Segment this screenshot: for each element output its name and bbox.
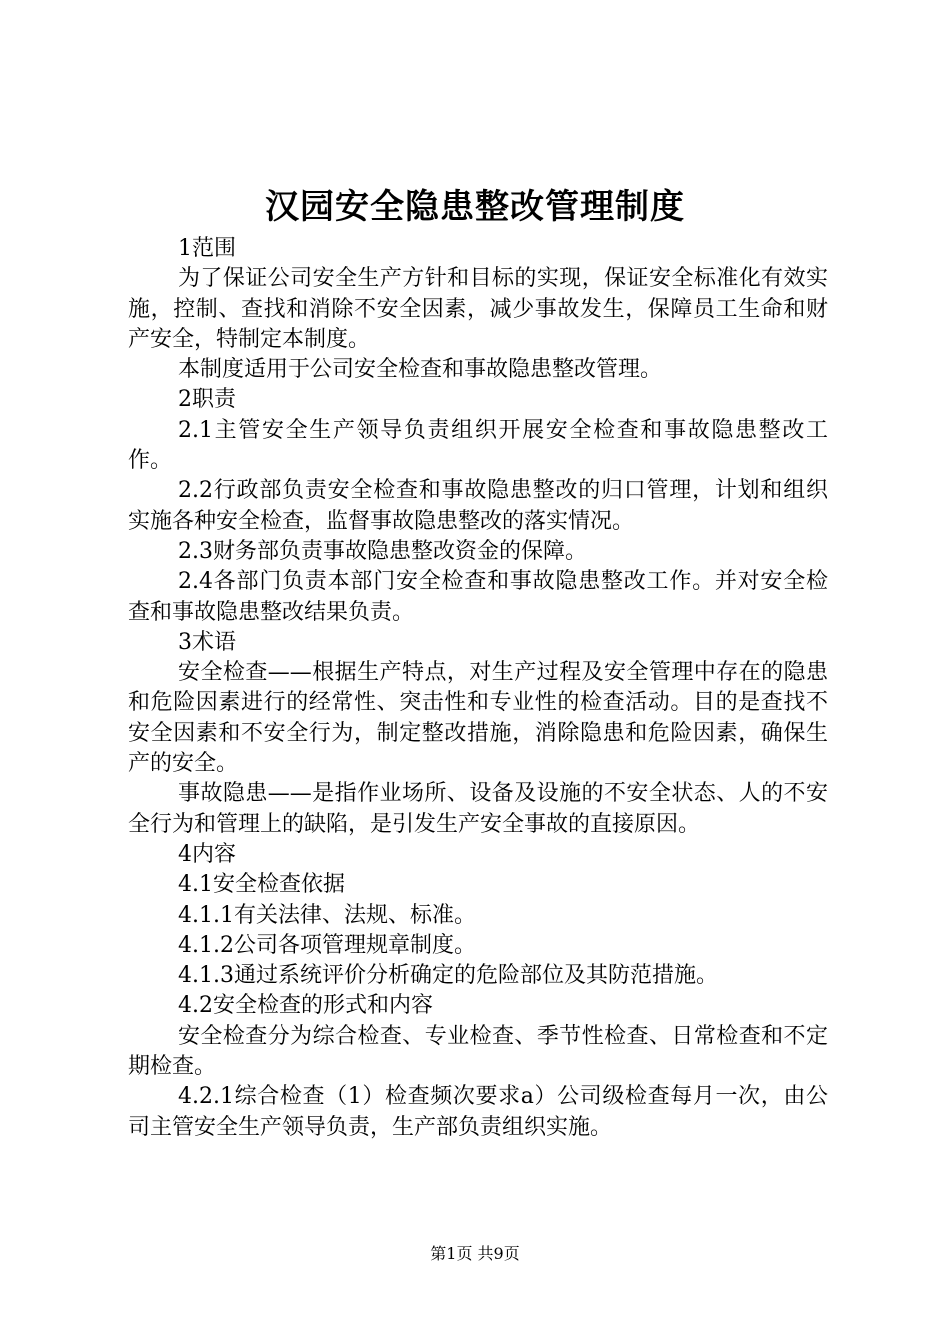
- paragraph: 4内容: [178, 841, 236, 867]
- paragraph: 2.1主管安全生产领导负责组织开展安全检查和事故隐患整改工作。: [128, 417, 828, 474]
- paragraph: 安全检查——根据生产特点，对生产过程及安全管理中存在的隐患和危险因素进行的经常性、突击性和专业性的检查活动。目的是查找不安全因素和不安全行为，制定整改措施，消除隐患和危险因素，确保生产的安全。: [128, 660, 828, 777]
- paragraph: 4.1.3通过系统评价分析确定的危险部位及其防范措施。: [178, 963, 718, 989]
- paragraph: 2.2行政部负责安全检查和事故隐患整改的归口管理，计划和组织实施各种安全检查，监督事故隐患整改的落实情况。: [128, 478, 828, 534]
- document-body: [128, 234, 828, 1143]
- paragraph: 4.2.1综合检查（1）检查频次要求a）公司级检查每月一次，由公司主管安全生产领导负责，生产部负责组织实施。: [128, 1084, 828, 1140]
- paragraph: 1范围: [178, 236, 236, 261]
- paragraph: 2职责: [178, 387, 236, 413]
- paragraph: 4.2安全检查的形式和内容: [178, 993, 433, 1019]
- paragraph: 2.3财务部负责事故隐患整改资金的保障。: [178, 538, 587, 564]
- paragraph: 4.1.1有关法律、法规、标准。: [178, 902, 476, 928]
- paragraph: 4.1.2公司各项管理规章制度。: [178, 932, 476, 958]
- paragraph: 2.4各部门负责本部门安全检查和事故隐患整改工作。并对安全检查和事故隐患整改结果负责。: [128, 569, 828, 625]
- paragraph: 安全检查分为综合检查、专业检查、季节性检查、日常检查和不定期检查。: [128, 1023, 828, 1080]
- paragraph: 4.1安全检查依据: [178, 872, 345, 898]
- page-number: 第1页 共9页: [430, 1244, 520, 1263]
- paragraph: 本制度适用于公司安全检查和事故隐患整改管理。: [178, 357, 663, 383]
- paragraph: 3术语: [178, 629, 236, 655]
- paragraph: 事故隐患——是指作业场所、设备及设施的不安全状态、人的不安全行为和管理上的缺陷，是引发生产安全事故的直接原因。: [128, 781, 828, 837]
- document-title: 汉园安全隐患整改管理制度: [265, 187, 685, 227]
- paragraph: 为了保证公司安全生产方针和目标的实现，保证安全标准化有效实施，控制、查找和消除不安全因素，减少事故发生，保障员工生命和财产安全，特制定本制度。: [128, 266, 828, 352]
